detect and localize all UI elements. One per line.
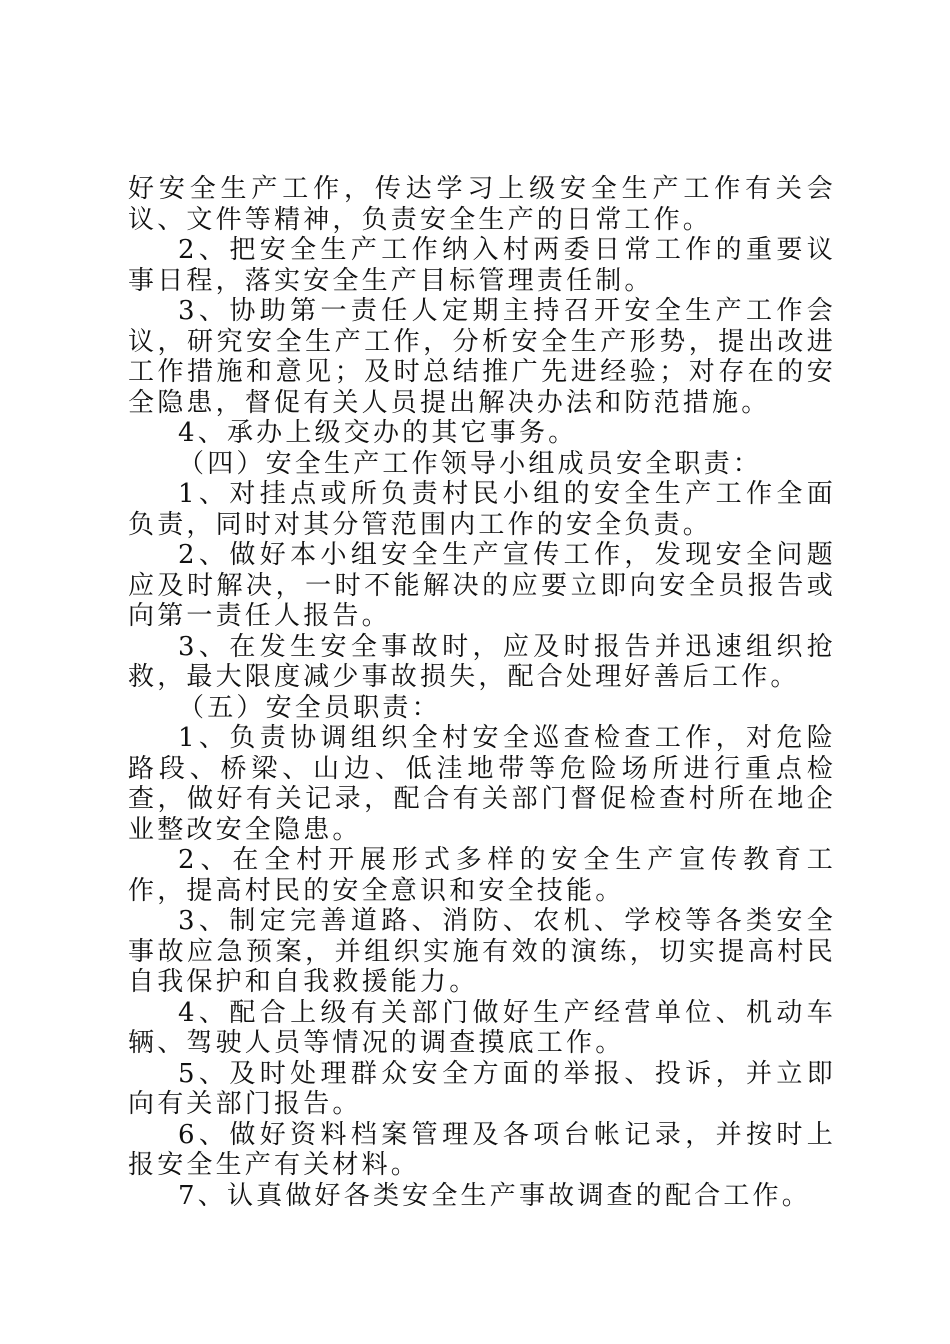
paragraph-continuation: 好安全生产工作，传达学习上级安全生产工作有关会议、文件等精神，负责安全生产的日常工作。 <box>128 174 836 235</box>
paragraph-item-2: 2、在全村开展形式多样的安全生产宣传教育工作，提高村民的安全意识和安全技能。 <box>128 845 836 906</box>
paragraph-item-2: 2、做好本小组安全生产宣传工作，发现安全问题应及时解决，一时不能解决的应要立即向安全员报告或向第一责任人报告。 <box>128 540 836 631</box>
paragraph-item-2: 2、把安全生产工作纳入村两委日常工作的重要议事日程，落实安全生产目标管理责任制。 <box>128 235 836 296</box>
paragraph-item-6: 6、做好资料档案管理及各项台帐记录，并按时上报安全生产有关材料。 <box>128 1119 836 1180</box>
paragraph-item-5: 5、及时处理群众安全方面的举报、投诉，并立即向有关部门报告。 <box>128 1058 836 1119</box>
document-body <box>128 174 836 1211</box>
paragraph-item-7: 7、认真做好各类安全生产事故调查的配合工作。 <box>178 1180 811 1211</box>
paragraph-item-1: 1、对挂点或所负责村民小组的安全生产工作全面负责，同时对其分管范围内工作的安全负责。 <box>128 479 836 540</box>
paragraph-item-3: 3、协助第一责任人定期主持召开安全生产工作会议，研究安全生产工作，分析安全生产形势，提出改进工作措施和意见；及时总结推广先进经验；对存在的安全隐患，督促有关人员提出解决办法和防范措施。 <box>128 296 836 418</box>
section-heading-4: （四）安全生产工作领导小组成员安全职责： <box>178 448 763 479</box>
paragraph-item-4: 4、配合上级有关部门做好生产经营单位、机动车辆、驾驶人员等情况的调查摸底工作。 <box>128 997 836 1058</box>
paragraph-item-3: 3、制定完善道路、消防、农机、学校等各类安全事故应急预案，并组织实施有效的演练，切实提高村民自我保护和自我救援能力。 <box>128 906 836 997</box>
paragraph-item-4: 4、承办上级交办的其它事务。 <box>178 418 578 448</box>
section-heading-5: （五）安全员职责： <box>178 692 441 723</box>
paragraph-item-1: 1、负责协调组织全村安全巡查检查工作，对危险路段、桥梁、山边、低洼地带等危险场所进行重点检查，做好有关记录，配合有关部门督促检查村所在地企业整改安全隐患。 <box>128 723 836 845</box>
paragraph-item-3: 3、在发生安全事故时，应及时报告并迅速组织抢救，最大限度减少事故损失，配合处理好善后工作。 <box>128 631 836 692</box>
